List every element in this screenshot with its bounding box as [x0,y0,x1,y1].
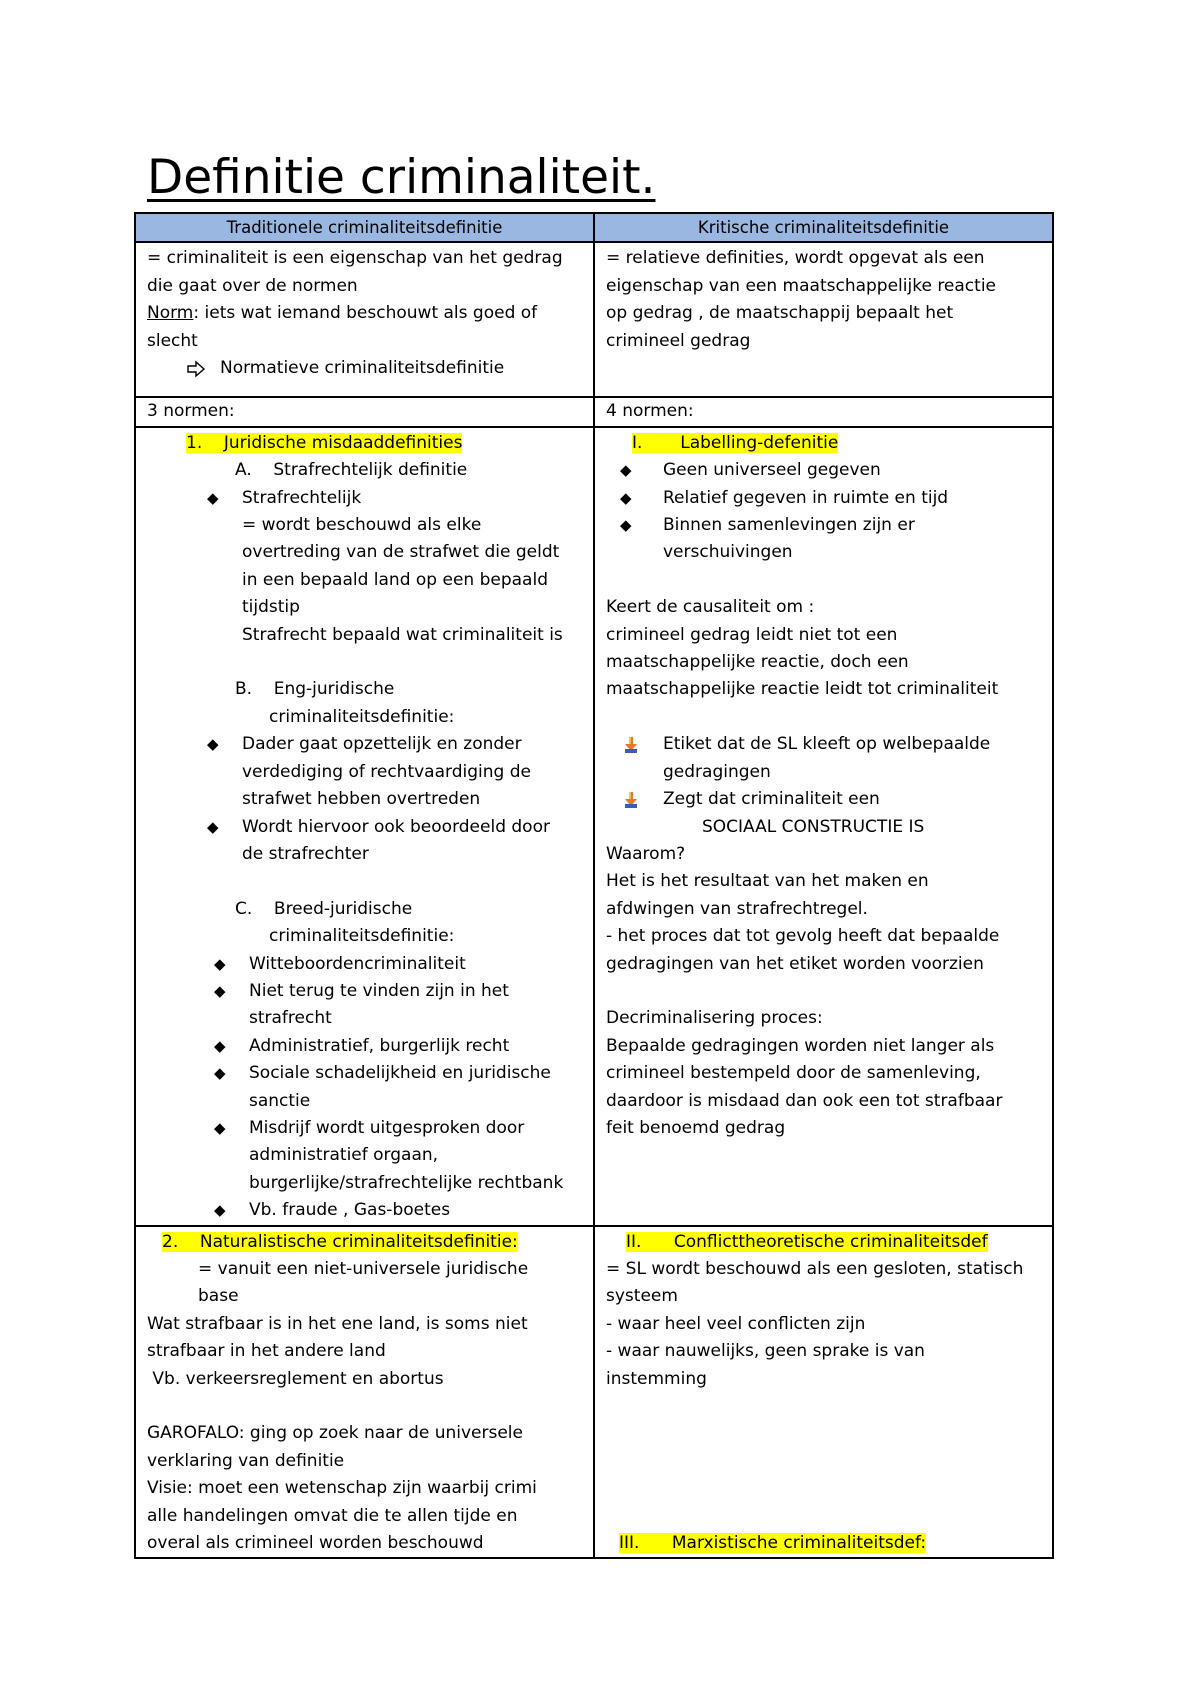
text-line: crimineel gedrag [606,330,751,351]
list-item [606,786,1041,813]
cell-conflicttheoretische [594,1226,1053,1559]
text-line: Bepaalde gedragingen worden niet langer als [606,1035,995,1056]
list-item [147,814,582,841]
cell-3-normen: 3 normen: [135,397,594,426]
diamond-bullet-icon: ◆ [620,461,632,480]
table-row [135,242,1053,397]
text-line: base [198,1286,239,1307]
text-line: strafwet hebben overtreden [242,789,481,810]
list-item-text: Sociale schadelijkheid en juridische [249,1063,551,1084]
spacer [147,1393,582,1420]
heading-number: 1. [186,432,203,453]
cell-traditional-definition [135,242,594,397]
text-line: gedragingen [663,761,771,782]
sub-label: B. [235,679,253,700]
text-line: slecht [147,330,198,351]
list-item [606,731,1041,758]
list-item [147,1197,582,1224]
list-item-text: Wordt hiervoor ook beoordeeld door [242,816,550,837]
section-heading [147,1229,582,1256]
spacer [147,868,582,895]
list-item-text: Administratief, burgerlijk recht [249,1035,510,1056]
list-item-text: Relatief gegeven in ruimte en tijd [663,487,949,508]
list-item-text: Binnen samenlevingen zijn er [663,515,915,536]
text-line: burgerlijke/strafrechtelijke rechtbank [249,1172,564,1193]
spacer [606,1448,1041,1475]
text-line: feit benoemd gedrag [606,1117,786,1138]
sub-text: Breed-juridische [273,898,413,919]
text-line: strafrecht [249,1008,332,1029]
spacer [606,567,1041,594]
heading-number: II. [626,1231,642,1252]
text-line: Waarom? [606,843,686,864]
header-critical: Kritische criminaliteitsdefinitie [594,213,1053,242]
definitions-table [134,212,1054,1559]
text-line: tijdstip [242,597,300,618]
text-line: = SL wordt beschouwd als een gesloten, statisch [606,1259,1024,1279]
text-line: daardoor is misdaad dan ook een tot strafbaar [606,1090,1003,1111]
cell-4-normen: 4 normen: [594,397,1053,426]
text-line: instemming [606,1368,707,1389]
table-row [135,397,1053,426]
page-title: Definitie criminaliteit. [147,150,656,205]
text-line: die gaat over de normen [147,275,358,296]
sub-label: A. [235,460,252,481]
list-item-text: Strafrechtelijk [242,487,362,508]
text-line: = relatieve definities, wordt opgevat als een [606,248,985,269]
list-item-text: Etiket dat de SL kleeft op welbepaalde [663,734,991,755]
text-line: verklaring van definitie [147,1450,345,1471]
text-line: op gedrag , de maatschappij bepaalt het [606,303,954,324]
diamond-bullet-icon: ◆ [214,954,226,973]
text-line: strafbaar in het andere land [147,1341,386,1362]
sub-text: Eng-juridische [273,679,395,700]
text-line: alle handelingen omvat die te allen tijde en [147,1505,518,1526]
spacer [606,1420,1041,1447]
list-item [147,1033,582,1060]
list-item-text: Misdrijf wordt uitgesproken door [249,1117,525,1138]
cell-naturalistische [135,1226,594,1559]
heading-text: Conflicttheoretische criminaliteitsdef [673,1231,988,1252]
heading-number: III. [619,1533,640,1554]
sub-heading-c [147,896,582,923]
table-row [135,1226,1053,1559]
text-line: maatschappelijke reactie, doch een [606,652,909,673]
text-line: GAROFALO: ging op zoek naar de universele [147,1423,523,1444]
sub-heading-a [147,457,582,484]
cell-labelling [594,427,1053,1226]
list-item-text: Niet terug te vinden zijn in het [249,980,509,1001]
text-line: crimineel bestempeld door de samenleving, [606,1063,981,1084]
heading-text: Juridische misdaaddefinities [223,432,463,453]
text-line: - waar nauwelijks, geen sprake is van [606,1341,925,1362]
text-line: - het proces dat tot gevolg heeft dat bepaalde [606,926,1000,947]
colored-arrow-bullet-icon [622,791,640,809]
list-item [606,512,1041,539]
text-line: eigenschap van een maatschappelijke reactie [606,275,997,296]
diamond-bullet-icon: ◆ [207,735,219,754]
heading-text: Naturalistische criminaliteitsdefinitie: [199,1231,518,1252]
text-line: verschuivingen [663,542,793,563]
sub-text: criminaliteitsdefinitie: [269,926,455,947]
list-item-text: Vb. fraude , Gas-boetes [249,1200,451,1221]
spacer [606,1475,1041,1502]
text-line: = criminaliteit is een eigenschap van het gedrag [147,248,563,269]
text-line: verdediging of rechtvaardiging de [242,761,531,782]
table-header-row [135,213,1053,242]
text-line: afdwingen van strafrechtregel. [606,898,868,919]
list-item [147,1115,582,1142]
text-line: Wat strafbaar is in het ene land, is soms niet [147,1313,528,1334]
diamond-bullet-icon: ◆ [214,1201,226,1220]
diamond-bullet-icon: ◆ [620,488,632,507]
norm-line [147,300,582,327]
list-item [606,485,1041,512]
text-line: maatschappelijke reactie leidt tot criminaliteit [606,679,999,700]
arrow-item-text: Normatieve criminaliteitsdefinitie [220,358,505,379]
text-line: systeem [606,1286,678,1307]
header-traditional: Traditionele criminaliteitsdefinitie [135,213,594,242]
arrow-item [147,355,582,382]
text-line: Het is het resultaat van het maken en [606,871,929,892]
text-line: overal als crimineel worden beschouwd [147,1533,484,1554]
text-line: de strafrechter [242,843,369,864]
diamond-bullet-icon: ◆ [207,817,219,836]
list-item [147,485,582,512]
diamond-bullet-icon: ◆ [214,1118,226,1137]
heading-text: Labelling-defenitie [680,432,839,453]
text-line: = vanuit een niet-universele juridische [198,1259,529,1279]
text-line: Vb. verkeersreglement en abortus [147,1368,444,1389]
text-line: administratief orgaan, [249,1145,439,1166]
diamond-bullet-icon: ◆ [207,488,219,507]
heading-number: I. [632,432,643,453]
list-item [147,978,582,1005]
spacer [606,704,1041,731]
spacer [606,1393,1041,1420]
section-heading [606,430,1041,457]
spacer [606,978,1041,1005]
list-item-text: Dader gaat opzettelijk en zonder [242,734,522,755]
list-item-text: Witteboordencriminaliteit [249,953,466,974]
spacer [606,1503,1041,1530]
heading-number: 2. [162,1231,179,1252]
text-line: crimineel gedrag leidt niet tot een [606,624,898,645]
section-heading [606,1229,1041,1256]
text-line: Strafrecht bepaald wat criminaliteit is [242,624,563,645]
list-item [147,951,582,978]
section-heading [147,430,582,457]
hollow-arrow-icon [185,358,207,380]
diamond-bullet-icon: ◆ [620,516,632,535]
text-line: = wordt beschouwd als elke [242,515,482,536]
text-line: in een bepaald land op een bepaald [242,569,548,590]
section-heading [606,1530,1041,1557]
text-line: Visie: moet een wetenschap zijn waarbij crimi [147,1478,537,1499]
diamond-bullet-icon: ◆ [214,1036,226,1055]
list-item [606,457,1041,484]
text-line: overtreding van de strafwet die geldt [242,542,560,563]
heading-text: Marxistische criminaliteitsdef: [671,1533,927,1554]
text-line: Decriminalisering proces: [606,1008,823,1029]
norm-text: : iets wat iemand beschouwt als goed of [193,303,538,324]
list-item-text: Zegt dat criminaliteit een [663,789,880,810]
sub-text: Strafrechtelijk definitie [273,460,468,481]
spacer [147,649,582,676]
sub-heading-b [147,676,582,703]
cell-critical-definition [594,242,1053,397]
sub-text: criminaliteitsdefinitie: [269,706,455,727]
text-line: Keert de causaliteit om : [606,597,815,618]
colored-arrow-bullet-icon [622,736,640,754]
cell-juridische [135,427,594,1226]
list-item [147,731,582,758]
text-line: sanctie [249,1090,311,1111]
diamond-bullet-icon: ◆ [214,1064,226,1083]
text-line: - waar heel veel conflicten zijn [606,1313,866,1334]
text-line: gedragingen van het etiket worden voorzien [606,953,984,974]
diamond-bullet-icon: ◆ [214,981,226,1000]
norm-label: Norm [147,303,194,324]
list-item [147,1060,582,1087]
sub-label: C. [235,898,253,919]
list-item-text: Geen universeel gegeven [663,460,881,481]
text-line: SOCIAAL CONSTRUCTIE IS [702,816,925,837]
table-row [135,427,1053,1226]
